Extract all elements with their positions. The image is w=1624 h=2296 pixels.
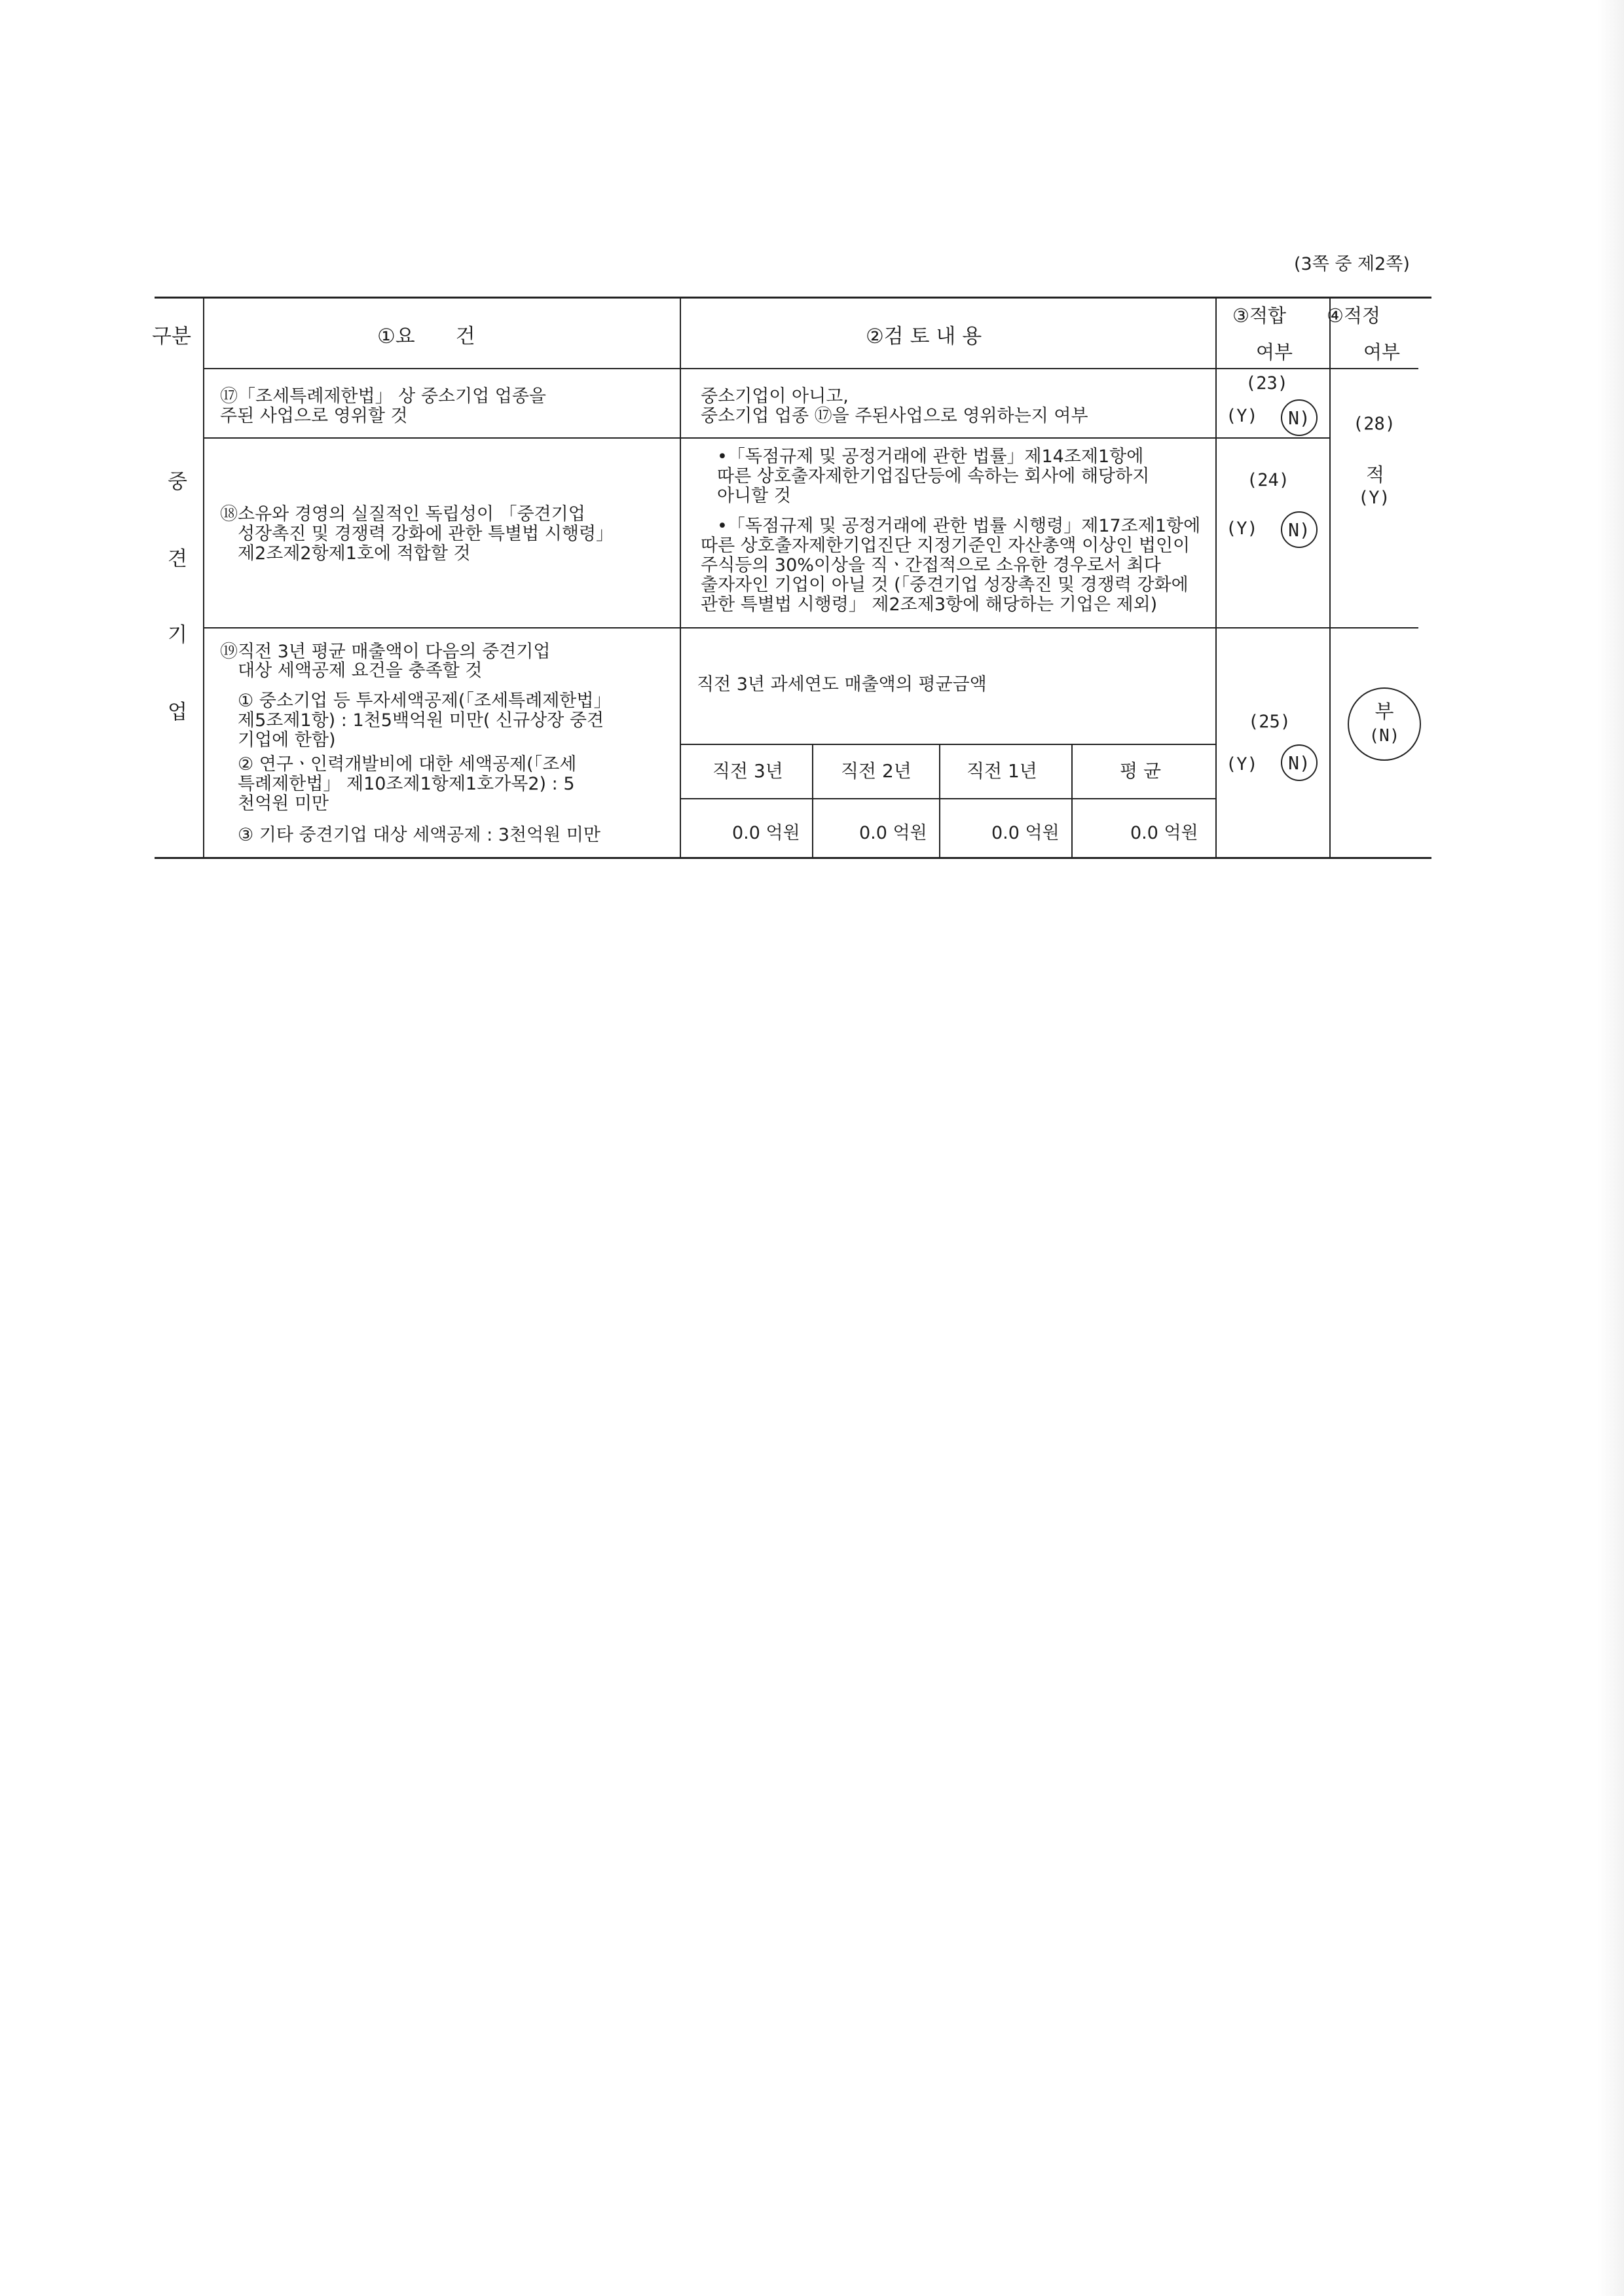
row2-fit-no-circle [1281,511,1318,548]
category-char-4: 업 [168,701,187,724]
page-indicator: (3쪽 중 제2쪽) [1294,254,1410,274]
row1-review-line2: 중소기업 업종 ⑰을 주된사업으로 영위하는지 여부 [701,406,1088,426]
row-divider-1 [203,437,1329,439]
header-category: 구분 [152,325,191,348]
subtable-value-3y: 0.0 억원 [732,823,800,843]
row2-review-line1: •「독점규제 및 공정거래에 관한 법률」제14조제1항에 [699,446,1144,467]
row2-review-line2: 따른 상호출자제한기업집단등에 속하는 회사에 해당하지 [699,466,1150,486]
row3-requirement-line9: ③ 기타 중견기업 대상 세액공제 : 3천억원 미만 [220,825,600,845]
row1-requirement-line1: ⑰「조세특례제한법」 상 중소기업 업종을 [220,386,546,407]
row2-requirement-line1: ⑱소유와 경영의 실질적인 독립성이 「중견기업 [220,504,585,524]
subtable-header-avg: 평 균 [1120,760,1161,782]
row2-review-line5: 따른 상호출자제한기업진단 지정기준인 자산총액 이상인 법인이 [701,536,1190,556]
category-char-1: 중 [168,470,187,494]
row2-fit-no: N) [1288,519,1310,541]
col-divider-review [1215,298,1217,858]
row3-review-title: 직전 3년 과세연도 매출액의 평균금액 [697,674,987,695]
subtable-col-1 [812,744,813,858]
subtable-top [680,744,1215,745]
subtable-value-avg: 0.0 억원 [1130,823,1198,843]
proper-top-value: 적 [1366,464,1385,486]
row3-requirement-line8: 천억원 미만 [220,793,329,814]
category-char-2: 견 [168,547,187,571]
row3-requirement-line6: ② 연구ㆍ인력개발비에 대한 세액공제(「조세 [220,754,577,774]
subtable-header-2y: 직전 2년 [841,760,912,782]
header-fit-line1: ③적합 [1232,304,1287,327]
row3-fit-no-circle [1281,744,1318,781]
row1-fit-code: (23) [1246,373,1289,393]
subtable-value-1y: 0.0 억원 [991,823,1060,843]
col-divider-category [203,298,204,858]
proper-top-code: (28) [1353,414,1396,434]
row1-fit-no-circle [1281,399,1318,436]
row-divider-2 [203,627,1418,629]
subtable-mid [680,798,1215,799]
header-proper-line2: 여부 [1363,341,1401,363]
row2-review-line6: 주식등의 30%이상을 직ㆍ간접적으로 소유한 경우로서 최다 [701,555,1161,575]
header-bottom-border [203,368,1418,369]
row2-review-line3: 아니할 것 [699,486,791,506]
proper-bottom-circle [1348,687,1421,761]
row3-requirement-line3: ① 중소기업 등 투자세액공제(「조세특례제한법」 [220,691,612,711]
category-char-3: 기 [168,623,187,647]
subtable-value-2y: 0.0 억원 [859,823,927,843]
row3-requirement-line4: 제5조제1항) : 1천5백억원 미만( 신규상장 중견 [220,710,604,731]
row3-requirement-line1: ⑲직전 3년 평균 매출액이 다음의 중견기업 [220,642,551,662]
row1-fit-no: N) [1288,407,1310,429]
header-requirements: ①요 건 [377,325,475,348]
scan-edge [1598,0,1624,2296]
header-proper-line1: ④적정 [1327,304,1381,327]
row2-review-line7: 출자자인 기업이 아닐 것 (「중견기업 성장촉진 및 경쟁력 강화에 [701,575,1189,595]
row2-fit-code: (24) [1247,470,1290,490]
row1-fit-yes: (Y) [1226,406,1258,426]
row2-fit-yes: (Y) [1226,519,1258,539]
row2-requirement-line2: 성장촉진 및 경쟁력 강화에 관한 특별법 시행령」 [220,524,614,544]
row2-review-line8: 관한 특별법 시행령」 제2조제3항에 해당하는 기업은 제외) [701,594,1158,615]
subtable-header-1y: 직전 1년 [967,760,1037,782]
header-review: ②검 토 내 용 [866,325,982,348]
col-divider-requirement [680,298,681,858]
header-fit-line2: 여부 [1256,341,1293,363]
row1-review-line1: 중소기업이 아니고, [701,386,849,407]
subtable-col-2 [939,744,940,858]
proper-bottom-value-code: (N) [1369,726,1400,746]
proper-top-value-code: (Y) [1358,488,1390,508]
subtable-header-3y: 직전 3년 [712,760,783,782]
table-bottom-border [155,857,1431,859]
row2-review-line4: •「독점규제 및 공정거래에 관한 법률 시행령」제17조제1항에 [699,516,1201,536]
row1-requirement-line2: 주된 사업으로 영위할 것 [220,406,408,426]
proper-bottom-value: 부 [1375,701,1394,723]
row3-requirement-line5: 기업에 한함) [220,730,336,750]
col-divider-fit [1329,298,1331,858]
row3-fit-yes: (Y) [1226,754,1258,774]
row3-requirement-line7: 특례제한법」 제10조제1항제1호가목2) : 5 [220,774,575,794]
row3-fit-no: N) [1288,752,1310,774]
row3-fit-code: (25) [1248,712,1291,732]
row3-requirement-line2: 대상 세액공제 요건을 충족할 것 [220,661,483,681]
row2-requirement-line3: 제2조제2항제1호에 적합할 것 [220,543,471,564]
subtable-col-3 [1071,744,1073,858]
table-top-border [155,297,1431,299]
